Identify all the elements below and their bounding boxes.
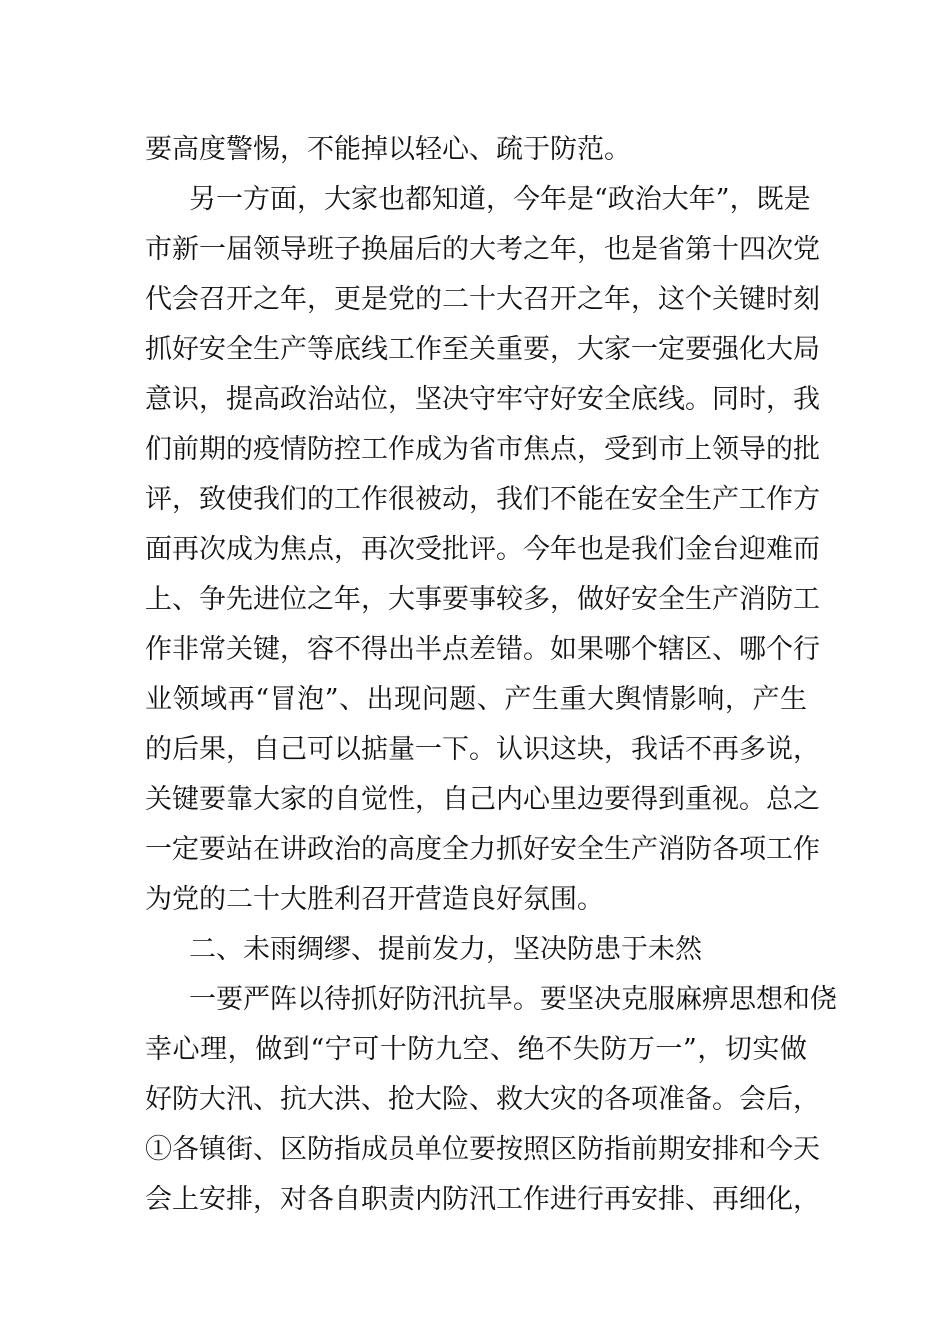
text-line: 作非常关键，容不得出半点差错。如果哪个辖区、哪个行: [145, 634, 820, 665]
text-line: 会上安排，对各自职责内防汛工作进行再安排、再细化，: [145, 1184, 820, 1215]
text-line: 面再次成为焦点，再次受批评。今年也是我们金台迎难而: [145, 534, 820, 565]
text-line: 上、争先进位之年，大事要事较多，做好安全生产消防工: [145, 584, 820, 615]
text-line: 的后果，自己可以掂量一下。认识这块，我话不再多说，: [145, 734, 820, 765]
paragraph-first-line: 另一方面，大家也都知道，今年是“政治大年”，既是: [189, 184, 811, 215]
text-line: 业领域再“冒泡”、出现问题、产生重大舆情影响，产生: [145, 684, 807, 715]
text-line: 们前期的疫情防控工作成为省市焦点，受到市上领导的批: [145, 434, 820, 465]
text-line: 意识，提高政治站位，坚决守牢守好安全底线。同时，我: [145, 384, 820, 415]
text-line: 代会召开之年，更是党的二十大召开之年，这个关键时刻: [145, 284, 820, 315]
text-line: 为党的二十大胜利召开营造良好氛围。: [145, 884, 604, 915]
text-line: 好防大汛、抗大洪、抢大险、救大灾的各项准备。会后，: [145, 1084, 820, 1115]
section-heading: 二、未雨绸缪、提前发力，坚决防患于未然: [189, 934, 702, 965]
paragraph-first-line: 一要严阵以待抓好防汛抗旱。要坚决克服麻痹思想和侥: [189, 984, 837, 1015]
text-line: ①各镇街、区防指成员单位要按照区防指前期安排和今天: [145, 1134, 820, 1165]
text-line: 评，致使我们的工作很被动，我们不能在安全生产工作方: [145, 484, 820, 515]
text-line: 幸心理，做到“宁可十防九空、绝不失防万一”，切实做: [145, 1034, 807, 1065]
text-line: 市新一届领导班子换届后的大考之年，也是省第十四次党: [145, 234, 820, 265]
text-line: 关键要靠大家的自觉性，自己内心里边要得到重视。总之: [145, 784, 820, 815]
text-line: 一定要站在讲政治的高度全力抓好安全生产消防各项工作: [145, 834, 820, 865]
text-line: 抓好安全生产等底线工作至关重要，大家一定要强化大局: [145, 334, 820, 365]
text-line: 要高度警惕，不能掉以轻心、疏于防范。: [145, 134, 631, 165]
